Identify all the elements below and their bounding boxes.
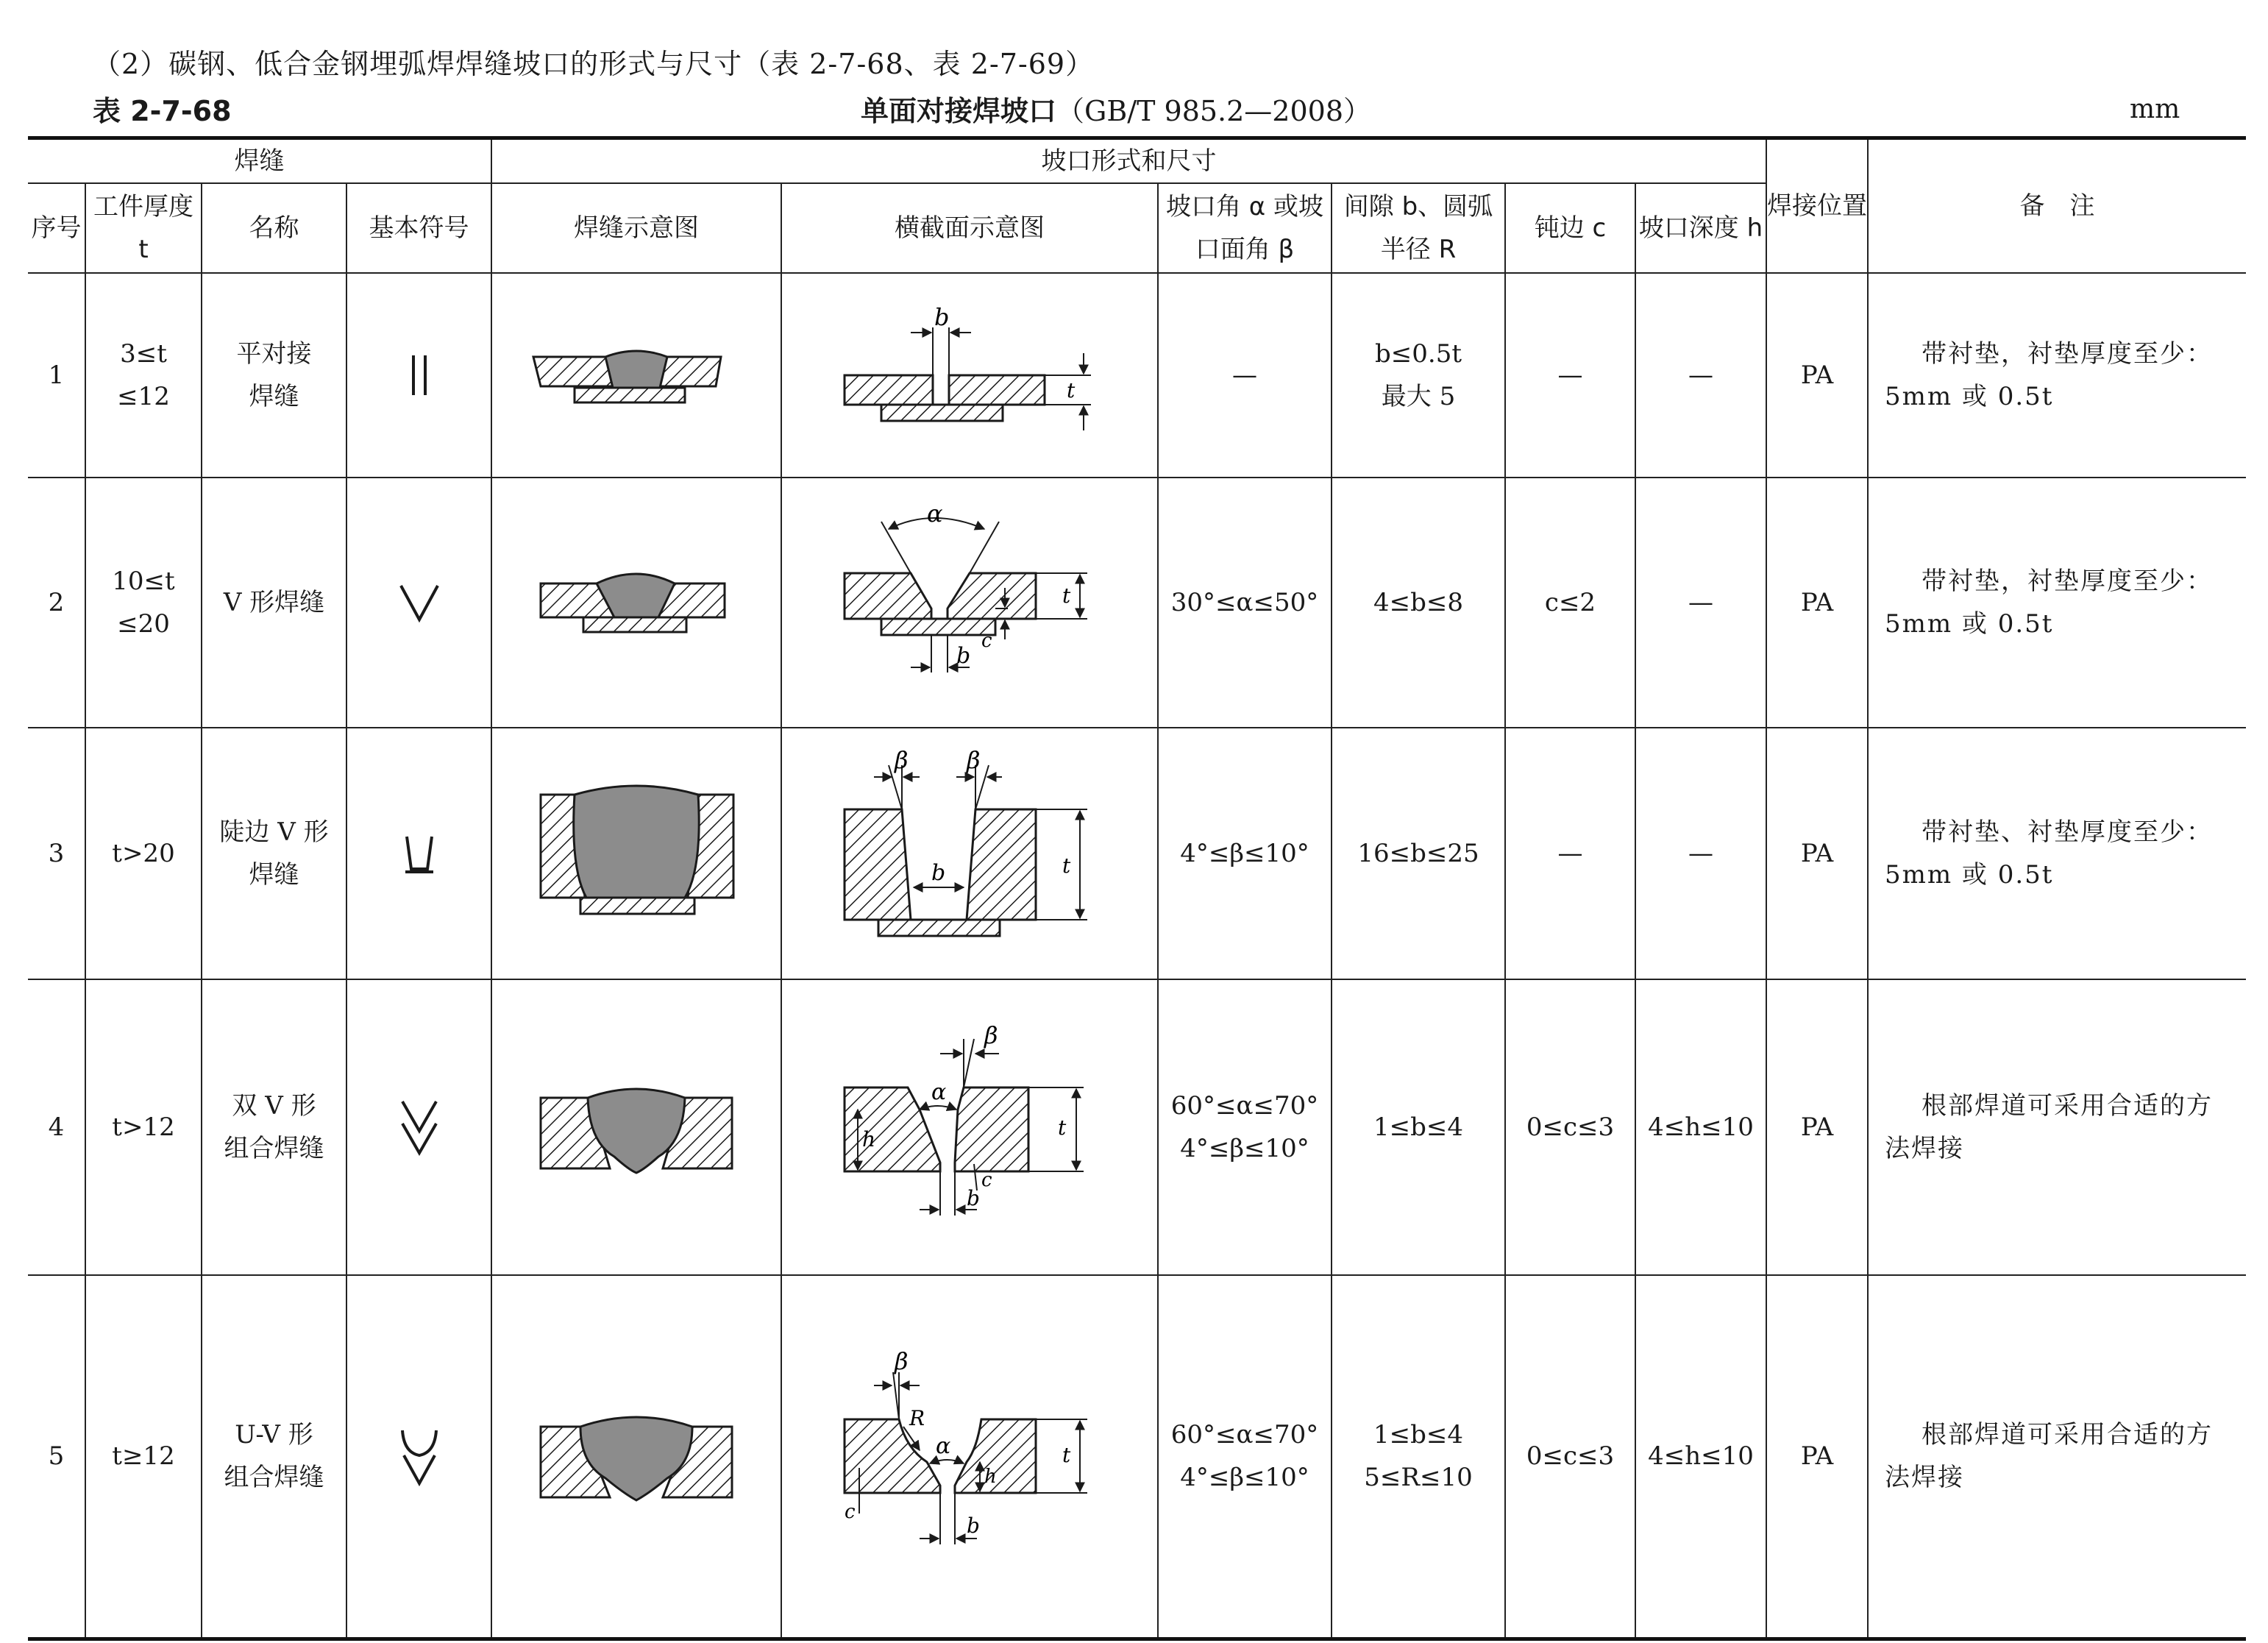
row-depth: 4≤h≤10 (1635, 1275, 1766, 1639)
header-name: 名称 (202, 183, 346, 273)
symbol-square-butt-icon (346, 273, 491, 478)
header-gap: 间隙 b、圆弧半径 R (1332, 183, 1505, 273)
row-angle: — (1158, 273, 1332, 478)
row-name: 陡边 V 形 焊缝 (202, 728, 346, 979)
row-root-face: — (1505, 273, 1635, 478)
row-remark: 根部焊道可采用合适的方 法焊接 (1868, 1275, 2246, 1639)
table-row (28, 478, 2246, 728)
row-thickness: 10≤t ≤20 (85, 478, 202, 728)
row-angle: 30°≤α≤50° (1158, 478, 1332, 728)
row-position: PA (1766, 1275, 1868, 1639)
row-seq: 1 (28, 273, 85, 478)
label-t: t (1067, 378, 1076, 402)
label-R: R (909, 1406, 925, 1431)
groove-table (28, 136, 2246, 1641)
label-h: h (984, 1466, 997, 1488)
row-thickness: 3≤t ≤12 (85, 273, 202, 478)
label-h: h (862, 1127, 876, 1151)
row-seq: 5 (28, 1275, 85, 1639)
row-seq: 3 (28, 728, 85, 979)
label-c: c (981, 1169, 992, 1191)
label-c: c (981, 630, 992, 652)
intro-text: （2）碳钢、低合金钢埋弧焊焊缝坡口的形式与尺寸（表 2-7-68、表 2-7-69） (93, 48, 1095, 80)
label-t: t (1062, 1443, 1071, 1468)
section-sketch-4 (781, 979, 1158, 1275)
table-row (28, 273, 2246, 478)
weld-sketch-4 (491, 979, 781, 1275)
row-angle: 60°≤α≤70° 4°≤β≤10° (1158, 979, 1332, 1275)
label-t: t (1058, 1115, 1067, 1140)
header-remark: 备 注 (1868, 138, 2246, 274)
symbol-v-icon (346, 478, 491, 728)
row-gap: 4≤b≤8 (1332, 478, 1505, 728)
row-remark: 带衬垫，衬垫厚度至少： 5mm 或 0.5t (1868, 273, 2246, 478)
label-alpha: α (927, 500, 943, 528)
table-row (28, 1275, 2246, 1639)
header-symbol: 基本符号 (346, 183, 491, 273)
label-t: t (1062, 854, 1071, 878)
table-title (861, 88, 1371, 129)
row-seq: 2 (28, 478, 85, 728)
symbol-steep-v-icon (346, 728, 491, 979)
symbol-u-v-icon (346, 1275, 491, 1639)
row-position: PA (1766, 728, 1868, 979)
row-gap: b≤0.5t 最大 5 (1332, 273, 1505, 478)
header-groove-group: 坡口形式和尺寸 (491, 138, 1766, 184)
row-depth: 4≤h≤10 (1635, 979, 1766, 1275)
section-sketch-2 (781, 478, 1158, 728)
row-thickness: t>12 (85, 979, 202, 1275)
row-root-face: 0≤c≤3 (1505, 1275, 1635, 1639)
row-thickness: t>20 (85, 728, 202, 979)
row-thickness: t≥12 (85, 1275, 202, 1639)
table-row (28, 728, 2246, 979)
row-gap: 1≤b≤4 (1332, 979, 1505, 1275)
row-gap: 1≤b≤4 5≤R≤10 (1332, 1275, 1505, 1639)
row-remark: 根部焊道可采用合适的方 法焊接 (1868, 979, 2246, 1275)
label-t: t (1062, 583, 1071, 608)
row-depth: — (1635, 478, 1766, 728)
label-b: b (934, 303, 950, 331)
row-angle: 4°≤β≤10° (1158, 728, 1332, 979)
unit-label: mm (2130, 94, 2180, 124)
section-sketch-5 (781, 1275, 1158, 1639)
label-b: b (967, 1186, 980, 1210)
header-weld-sketch: 焊缝示意图 (491, 183, 781, 273)
label-beta: β (895, 1347, 909, 1376)
table-number: 表 2-7-68 (93, 95, 232, 127)
header-section-sketch: 横截面示意图 (781, 183, 1158, 273)
weld-sketch-3 (491, 728, 781, 979)
weld-sketch-2 (491, 478, 781, 728)
header-seq: 序号 (28, 183, 85, 273)
row-gap: 16≤b≤25 (1332, 728, 1505, 979)
label-beta: β (967, 746, 981, 774)
label-b: b (967, 1514, 980, 1539)
weld-sketch-1 (491, 273, 781, 478)
table-title-main: 单面对接焊坡口 (861, 95, 1057, 127)
row-remark: 带衬垫、衬垫厚度至少： 5mm 或 0.5t (1868, 728, 2246, 979)
row-root-face: 0≤c≤3 (1505, 979, 1635, 1275)
label-alpha: α (936, 1433, 951, 1460)
row-depth: — (1635, 273, 1766, 478)
row-position: PA (1766, 273, 1868, 478)
header-depth: 坡口深度 h (1635, 183, 1766, 273)
row-position: PA (1766, 979, 1868, 1275)
header-root-face: 钝边 c (1505, 183, 1635, 273)
weld-sketch-5 (491, 1275, 781, 1639)
header-position: 焊接位置 (1766, 138, 1868, 274)
row-root-face: — (1505, 728, 1635, 979)
row-seq: 4 (28, 979, 85, 1275)
header-weld-group: 焊缝 (28, 138, 491, 184)
row-name: 平对接 焊缝 (202, 273, 346, 478)
row-angle: 60°≤α≤70° 4°≤β≤10° (1158, 1275, 1332, 1639)
header-thickness: 工件厚度 t (85, 183, 202, 273)
row-remark: 带衬垫，衬垫厚度至少： 5mm 或 0.5t (1868, 478, 2246, 728)
label-beta: β (895, 746, 909, 774)
table-title-standard: （GB/T 985.2—2008） (1056, 95, 1372, 127)
section-sketch-3 (781, 728, 1158, 979)
label-alpha: α (931, 1079, 947, 1105)
symbol-double-v-icon (346, 979, 491, 1275)
row-name: U-V 形 组合焊缝 (202, 1275, 346, 1639)
row-depth: — (1635, 728, 1766, 979)
row-name: V 形焊缝 (202, 478, 346, 728)
label-b: b (931, 860, 946, 886)
section-sketch-1 (781, 273, 1158, 478)
label-beta: β (984, 1021, 998, 1049)
row-root-face: c≤2 (1505, 478, 1635, 728)
row-name: 双 V 形 组合焊缝 (202, 979, 346, 1275)
label-b: b (956, 643, 971, 669)
table-row (28, 979, 2246, 1275)
label-c: c (845, 1501, 856, 1524)
header-angle: 坡口角 α 或坡口面角 β (1158, 183, 1332, 273)
row-position: PA (1766, 478, 1868, 728)
